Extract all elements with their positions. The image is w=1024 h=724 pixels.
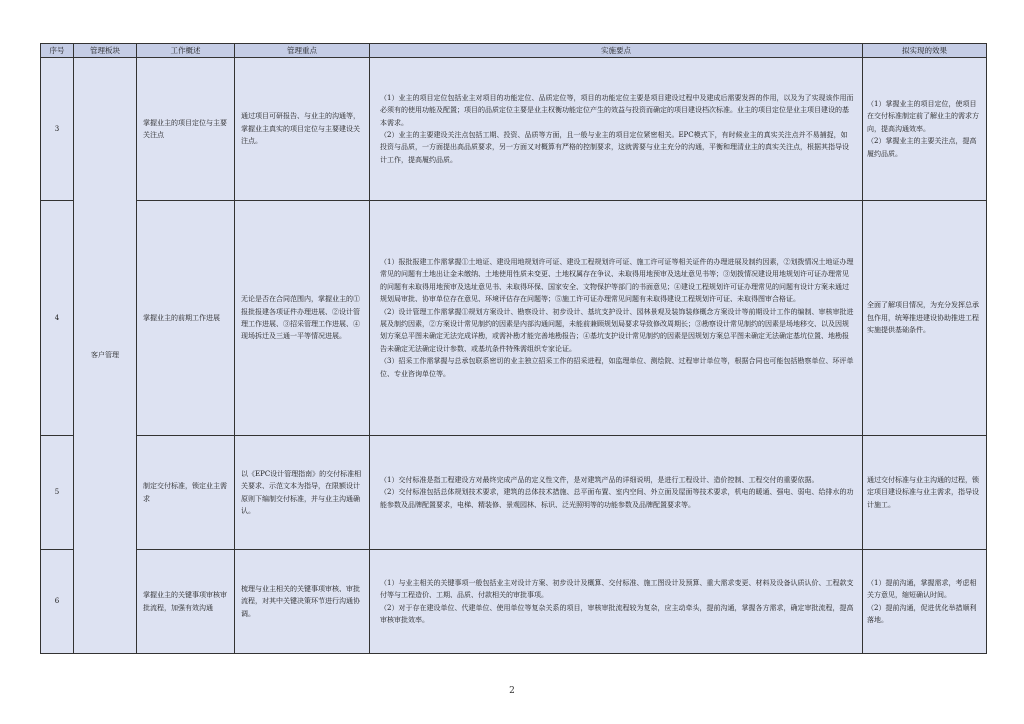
row-seq: 5: [41, 436, 74, 550]
row-focus: 梳理与业主相关的关键事项审核、审批流程，对其中关键决策环节进行沟通协调。: [235, 550, 370, 654]
row-seq: 6: [41, 550, 74, 654]
management-block-cell: 客户管理: [74, 58, 137, 654]
table-row: [41, 436, 987, 550]
effect-item: 全面了解项目情况，为充分发挥总承包作用，统筹推进建设协助推进工程实施提供基础条件。: [867, 301, 979, 335]
row-seq: 4: [41, 201, 74, 436]
effect-item: 通过交付标准与业主沟通的过程，锁定项目建设标准与业主需求，指导设计施工。: [867, 475, 979, 509]
row-focus: 通过项目可研报告、与业主的沟通等，掌握业主真实的项目定位与主要建设关注点。: [235, 58, 370, 201]
implementation-item: （1）报批报建工作需掌握①土地证、建设用地规划许可证、建设工程规划许可证、施工许可证等相关证件的办理进展及制约因素，②划拨情况土地证办理常见的问题有土地出让金未缴纳、土地使用性质未变更、土地权属存在争议、未取得用地预审及选址意见书等；③划拨情况建设用地规划许可证办理常见的问题有未取得用地预审及选址意见书、未取得环保、国家安全、文物保护等部门的书面意见；④建设工程规划许可证办理常见的问题有设计方案未通过规划局审批、协审单位存在意见、环境评估存在问题等；⑤施工许可证办理常见问题有未取得建设工程规划许可证、未取得图审合格证。: [380, 257, 854, 304]
row-overview: 掌握业主的关键事项审核审批流程，加强有效沟通: [137, 550, 235, 654]
table-row: [41, 201, 987, 436]
row-implementation: [370, 201, 863, 436]
row-implementation: [370, 58, 863, 201]
effect-item: （2）掌握业主的主要关注点，提高履约品质。: [867, 137, 977, 158]
implementation-item: （1）业主的项目定位包括业主对项目的功能定位、品质定位等，项目的功能定位主要是项目建设过程中及建成后需要发挥的作用，以及为了实现该作用而必须有的使用功能及配置；项目的品质定位主要是业主权衡功能定位产生的效益与投资而确定的项目建设档次标准。业主的项目定位是业主项目建设的基本需求。: [380, 93, 854, 127]
implementation-item: （1）交付标准是指工程建设方对最终完成产品的定义性文件，是对建筑产品的详细说明，是进行工程设计、造价控制、工程交付的重要依据。: [380, 475, 819, 484]
effect-item: （2）提前沟通，促进优化举措顺利落地。: [867, 603, 977, 624]
row-overview: 掌握业主的项目定位与主要关注点: [137, 58, 235, 201]
table-header-row: [41, 44, 987, 58]
management-table: [40, 43, 987, 654]
row-implementation: [370, 436, 863, 550]
header-implementation: 实施要点: [370, 44, 863, 58]
header-overview: 工作概述: [137, 44, 235, 58]
row-overview: 掌握业主的前期工作进展: [137, 201, 235, 436]
row-implementation: [370, 550, 863, 654]
table-row: [41, 550, 987, 654]
implementation-item: （3）招采工作需掌握与总承包联系密切的业主独立招采工作的招采进程，如监理单位、测绘院、过程审计单位等，根据合同也可能包括勘察单位、环评单位、专业咨询单位等。: [380, 357, 854, 378]
header-block: 管理板块: [74, 44, 137, 58]
row-effect: [863, 58, 987, 201]
row-focus: 以《EPC设计管理指南》的交付标准相关要求、示范文本为指导，在限额设计原则下编制交付标准，并与业主沟通确认。: [235, 436, 370, 550]
implementation-item: （2）业主的主要建设关注点包括工期、投资、品质等方面，且一般与业主的项目定位紧密相关。EPC模式下，有时候业主的真实关注点并不易捕捉，如投资与品质，一方面提出高品质要求，另一方面又对概算有严格的控制要求，这就需要与业主充分的沟通，平衡和理清业主的真实关注点，根据其指导设计工作，提高履约品质。: [380, 131, 849, 164]
effect-item: （1）掌握业主的项目定位，使项目在交付标准制定前了解业主的需求方向，提高沟通效率。: [867, 99, 979, 133]
header-focus: 管理重点: [235, 44, 370, 58]
header-effect: 拟实现的效果: [863, 44, 987, 58]
row-effect: [863, 436, 987, 550]
page-number: 2: [509, 686, 515, 696]
implementation-item: （2）设计管理工作需掌握①规划方案设计、勘察设计、初步设计、基坑支护设计、园林景观及装饰装修概念方案设计等前期设计工作的编制、审核审批进展及制约因素，②方案设计常见制约的因素是内部沟通问题，未能前兼顾规划局要求导致修改周期长；③勘察设计常见制约的因素是场地移交、以及因规划方案总平图未确定无法完成详勘，或需补勘才能完善地勘报告；④基坑支护设计常见制约的因素是因规划方案总平图未确定无法确定基坑位置、地勘报告未确定无法确定设计参数、或基坑条件特殊需组织专家论证。: [380, 307, 854, 353]
implementation-item: （2）对于存在建设单位、代建单位、使用单位等复杂关系的项目，审核审批流程较为复杂，应主动牵头，提前沟通，掌握各方需求，确定审批流程，提高审核审批效率。: [380, 603, 854, 624]
row-seq: 3: [41, 58, 74, 201]
row-overview: 制定交付标准，锁定业主需求: [137, 436, 235, 550]
header-seq: 序号: [41, 44, 74, 58]
row-effect: [863, 201, 987, 436]
implementation-item: （1）与业主相关的关键事项一般包括业主对设计方案、初步设计及概算、交付标准、施工图设计及预算、重大需求变更、材料及设备认质认价、工程款支付等与工程造价、工期、品质、付款相关的审批事项。: [380, 578, 854, 600]
management-table-container: [40, 43, 986, 654]
row-effect: [863, 550, 987, 654]
effect-item: （1）提前沟通，掌握需求，考虑相关方意见，缩短确认时间。: [867, 578, 977, 600]
row-focus: 无论是否在合同范围内，掌握业主的①报批报建各项证件办理进展、②设计管理工作进展、③招采管理工作进展、④现场拆迁及三通一平等情况进展。: [235, 201, 370, 436]
table-row: [41, 58, 987, 201]
implementation-item: （2）交付标准包括总体规划技术要求，建筑的总体技术措施、总平面布置、室内空间、外立面及屋面等技术要求，机电的暖通、强电、弱电、给排水的功能参数及品牌配置要求，电梯、精装修、景观园林、标识、泛光照明等的功能参数及品牌配置要求等。: [380, 488, 854, 509]
